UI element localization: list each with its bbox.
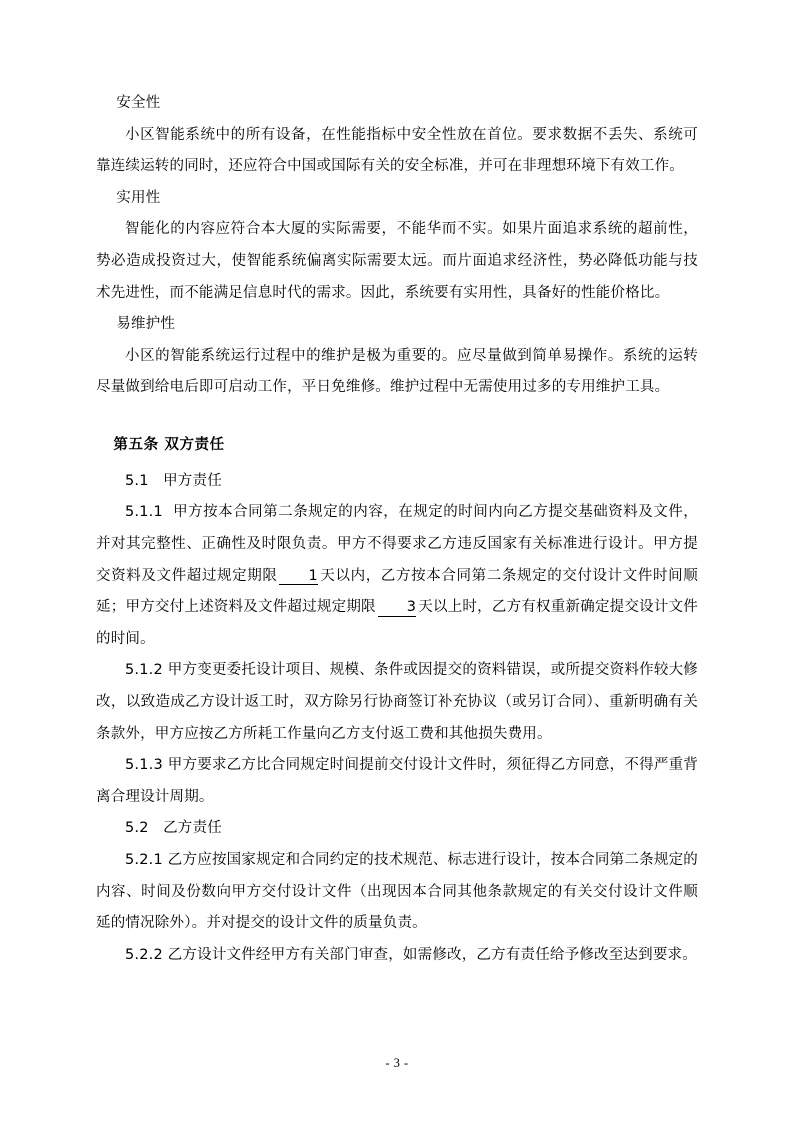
- clause-5-2-1: [96, 845, 698, 940]
- clause-5-1-3-text: 甲方要求乙方比合同规定时间提前交付设计文件时，须征得乙方同意，不得严重背离合理设计周期。: [96, 757, 698, 805]
- clause-5-2-2-text: 乙方设计文件经甲方有关部门审查，如需修改，乙方有责任给予修改至达到要求。: [167, 946, 697, 963]
- section-paragraph-practicality: 智能化的内容应符合本大厦的实际需要，不能华而不实。如果片面追求系统的超前性，势必造成投资过大，使智能系统偏离实际需要太远。而片面追求经济性，势必降低功能与技术先进性，而不能满足信息时代的需求。因此，系统要有实用性，具备好的性能价格比。: [96, 221, 698, 301]
- document-body: [96, 88, 698, 971]
- section-heading-maintainability: 易维护性: [116, 316, 176, 333]
- clause-5-1-1-text-part2: 天以内，乙方按本合同第二条规定的交付设计文件时间顺延；甲方交付上述资料及文件超过规定期限: [96, 567, 698, 616]
- clause-5-1-1-text-part3: 天以上时，乙方有权重新确定提交设计文件的时间。: [96, 599, 698, 647]
- clause-5-1-title: 甲方责任: [163, 472, 222, 489]
- section-heading-safety: 安全性: [116, 95, 161, 111]
- clause-5-2-1-number: 5.2.1: [125, 852, 163, 869]
- clause-5-1-3: [96, 750, 698, 813]
- delay-days-field-2[interactable]: 3: [378, 600, 416, 617]
- page-number: - 3 -: [385, 1056, 409, 1070]
- clause-5-1-3-number: 5.1.3: [125, 757, 163, 774]
- clause-5-2-title: 乙方责任: [163, 820, 222, 837]
- clause-5-1-1-text-part1: 甲方按本合同第二条规定的内容，在规定的时间内向乙方提交基础资料及文件，并对其完整性、正确性及时限负责。甲方不得要求乙方违反国家有关标准进行设计。甲方提交资料及文件超过规定期限: [96, 504, 699, 584]
- section-paragraph-safety: 小区智能系统中的所有设备，在性能指标中安全性放在首位。要求数据不丢失、系统可靠连续运转的同时，还应符合中国或国际有关的安全标准，并可在非理想环境下有效工作。: [96, 126, 698, 175]
- clause-5-1: [96, 466, 698, 498]
- article-5-heading: 第五条 双方责任: [113, 437, 225, 454]
- clause-5-2-2-number: 5.2.2: [125, 946, 163, 963]
- section-heading-practicality: 实用性: [116, 189, 161, 206]
- clause-5-1-1-number: 5.1.1: [125, 504, 163, 521]
- clause-5-2: [96, 813, 698, 845]
- clause-5-1-1: [96, 497, 698, 655]
- section-paragraph-maintainability: 小区的智能系统运行过程中的维护是极为重要的。应尽量做到简单易操作。系统的运转尽量做到给电后即可启动工作，平日免维修。维护过程中无需使用过多的专用维护工具。: [96, 347, 698, 396]
- clause-5-2-number: 5.2: [125, 820, 149, 837]
- clause-5-2-2: [96, 940, 698, 972]
- clause-5-1-2: [96, 655, 698, 750]
- clause-5-1-number: 5.1: [125, 472, 149, 489]
- clause-5-2-1-text: 乙方应按国家规定和合同约定的技术规范、标志进行设计，按本合同第二条规定的内容、时间及份数向甲方交付设计文件（出现因本合同其他条款规定的有关交付设计文件顺延的情况除外）。并对提交的设计文件的质量负责。: [96, 852, 698, 932]
- clause-5-1-2-number: 5.1.2: [125, 662, 163, 679]
- delay-days-field-1[interactable]: 1: [279, 569, 317, 586]
- clause-5-1-2-text: 甲方变更委托设计项目、规模、条件或因提交的资料错误，或所提交资料作较大修改，以致造成乙方设计返工时，双方除另行协商签订补充协议（或另订合同）、重新明确有关条款外，甲方应按乙方所耗工作量向乙方支付返工费和其他损失费用。: [96, 662, 698, 742]
